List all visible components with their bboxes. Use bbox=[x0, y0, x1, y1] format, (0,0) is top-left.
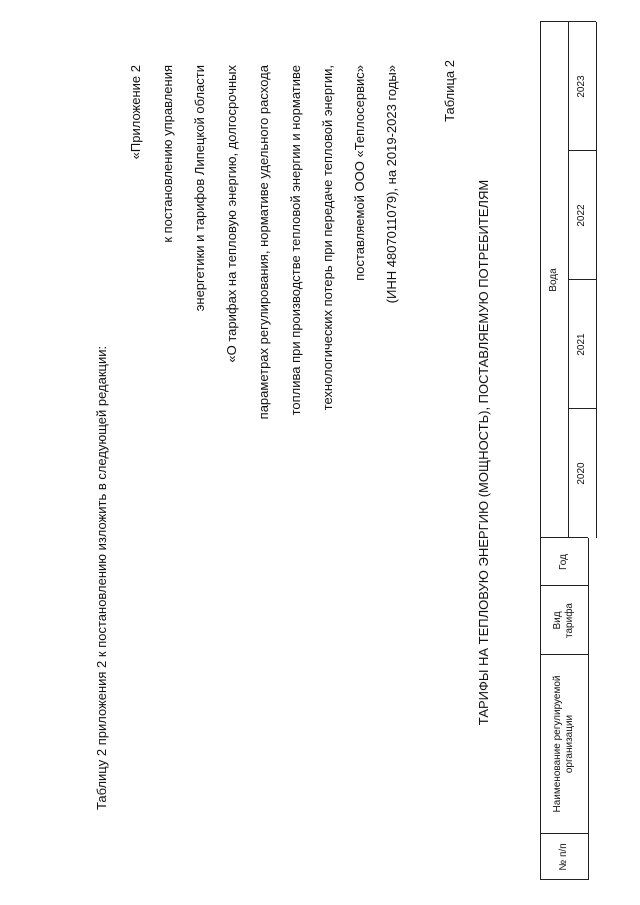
appendix-line: (ИНН 4807011079), на 2019-2023 годы» bbox=[384, 65, 399, 304]
year-cell: 2022 bbox=[576, 204, 587, 227]
appendix-line: топлива при производстве тепловой энергии и нормативе bbox=[288, 65, 303, 416]
year-cell: 2023 bbox=[576, 75, 587, 98]
appendix-line: энергетики и тарифов Липецкой области bbox=[192, 65, 207, 312]
appendix-line: «Приложение 2 bbox=[128, 65, 143, 160]
header-year: Год bbox=[558, 554, 569, 570]
table-title: ТАРИФЫ НА ТЕПЛОВУЮ ЭНЕРГИЮ (МОЩНОСТЬ), ПОСТАВЛЯЕМУЮ ПОТРЕБИТЕЛЯМ bbox=[476, 179, 491, 726]
header-num: № п/п bbox=[558, 843, 569, 871]
intro-text: Таблицу 2 приложения 2 к постановлению изложить в следующей редакции: bbox=[94, 345, 109, 810]
header-org: Наименование регулируемой организации bbox=[552, 675, 575, 813]
appendix-line: поставляемой ООО «Теплосервис» bbox=[352, 65, 367, 281]
appendix-line: к постановлению управления bbox=[160, 65, 175, 243]
header-group: Вода bbox=[548, 268, 559, 292]
appendix-line: параметрах регулирования, нормативе удельного расхода bbox=[256, 65, 271, 420]
appendix-line: «О тарифах на тепловую энергию, долгосрочных bbox=[224, 65, 239, 363]
header-tariff: Вид тарифа bbox=[552, 603, 575, 638]
year-cell: 2021 bbox=[576, 333, 587, 356]
year-cell: 2020 bbox=[576, 462, 587, 485]
appendix-line: технологических потерь при передаче тепловой энергии, bbox=[320, 65, 335, 411]
table-label: Таблица 2 bbox=[442, 60, 457, 122]
